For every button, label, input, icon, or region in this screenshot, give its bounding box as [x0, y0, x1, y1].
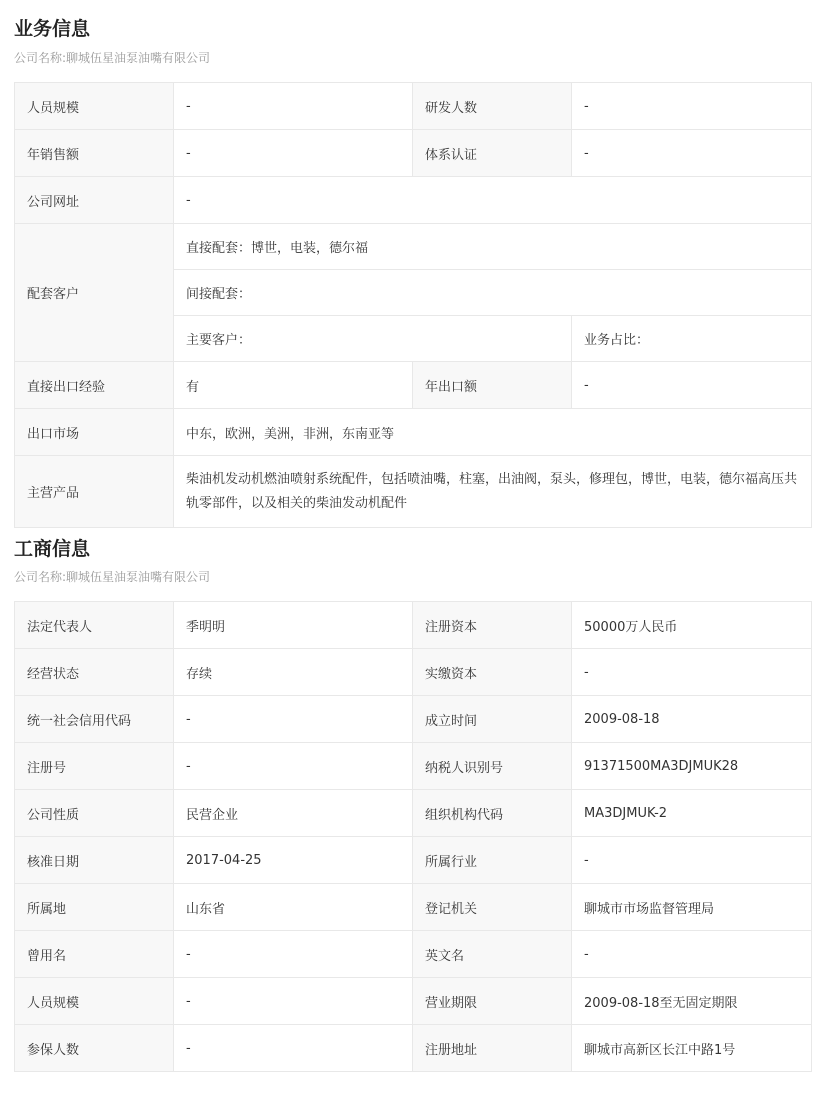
website-label: 公司网址	[15, 177, 174, 224]
main-products-label: 主营产品	[15, 456, 174, 528]
annual-export-value: -	[572, 362, 812, 409]
row-value: -	[572, 837, 812, 884]
row-label: 经营状态	[15, 649, 174, 696]
row-label: 曾用名	[15, 931, 174, 978]
rd-count-value: -	[572, 83, 812, 130]
row-label: 组织机构代码	[413, 790, 572, 837]
table-row	[15, 743, 812, 790]
row-label: 参保人数	[15, 1025, 174, 1072]
row-value: 2017-04-25	[174, 837, 413, 884]
row-label: 纳税人识别号	[413, 743, 572, 790]
table-row	[15, 177, 812, 224]
indirect-supporting-value: 间接配套：	[174, 270, 812, 316]
table-row	[15, 362, 812, 409]
table-row	[15, 602, 812, 649]
row-value: -	[174, 978, 413, 1025]
table-row	[15, 978, 812, 1025]
commerce-info-table	[14, 601, 812, 1072]
row-value: 季明明	[174, 602, 413, 649]
row-value: 民营企业	[174, 790, 413, 837]
business-section-title: 业务信息	[14, 18, 91, 40]
certification-label: 体系认证	[413, 130, 572, 177]
table-row	[15, 649, 812, 696]
table-row	[15, 790, 812, 837]
row-value: 91371500MA3DJMUK28	[572, 743, 812, 790]
row-value: 存续	[174, 649, 413, 696]
commerce-section-title: 工商信息	[14, 538, 91, 560]
row-label: 注册地址	[413, 1025, 572, 1072]
row-label: 法定代表人	[15, 602, 174, 649]
row-label: 所属行业	[413, 837, 572, 884]
row-value: 50000万人民币	[572, 602, 812, 649]
table-row	[15, 224, 812, 270]
table-row	[15, 696, 812, 743]
row-value: -	[572, 649, 812, 696]
row-label: 注册资本	[413, 602, 572, 649]
row-value: -	[174, 1025, 413, 1072]
table-row	[15, 456, 812, 528]
direct-export-label: 直接出口经验	[15, 362, 174, 409]
business-info-table	[14, 82, 812, 528]
direct-supporting-value: 直接配套：博世，电装，德尔福	[174, 224, 812, 270]
row-label: 统一社会信用代码	[15, 696, 174, 743]
row-label: 注册号	[15, 743, 174, 790]
table-row	[15, 409, 812, 456]
table-row	[15, 931, 812, 978]
rd-count-label: 研发人数	[413, 83, 572, 130]
row-value: 山东省	[174, 884, 413, 931]
annual-sales-value: -	[174, 130, 413, 177]
row-label: 所属地	[15, 884, 174, 931]
row-label: 公司性质	[15, 790, 174, 837]
annual-export-label: 年出口额	[413, 362, 572, 409]
row-value: MA3DJMUK-2	[572, 790, 812, 837]
export-market-value: 中东，欧洲，美洲，非洲，东南亚等	[174, 409, 812, 456]
direct-export-value: 有	[174, 362, 413, 409]
table-row	[15, 884, 812, 931]
row-value: 聊城市市场监督管理局	[572, 884, 812, 931]
main-customers-value: 主要客户：	[174, 316, 572, 362]
row-label: 实缴资本	[413, 649, 572, 696]
commerce-company-name: 公司名称:聊城伍星油泵油嘴有限公司	[14, 570, 211, 584]
main-products-value: 柴油机发动机燃油喷射系统配件，包括喷油嘴，柱塞，出油阀，泵头，修理包，博世，电装，德尔福高压共轨零部件，以及相关的柴油发动机配件	[174, 456, 812, 528]
row-value: -	[174, 931, 413, 978]
business-company-name: 公司名称:聊城伍星油泵油嘴有限公司	[14, 51, 211, 65]
staff-scale-value: -	[174, 83, 413, 130]
staff-scale-label: 人员规模	[15, 83, 174, 130]
row-label: 核准日期	[15, 837, 174, 884]
row-label: 英文名	[413, 931, 572, 978]
business-share-value: 业务占比：	[572, 316, 812, 362]
annual-sales-label: 年销售额	[15, 130, 174, 177]
row-value: -	[572, 931, 812, 978]
row-value: 2009-08-18	[572, 696, 812, 743]
table-row	[15, 130, 812, 177]
supporting-customers-label: 配套客户	[15, 224, 174, 362]
row-label: 营业期限	[413, 978, 572, 1025]
row-label: 成立时间	[413, 696, 572, 743]
row-value: 聊城市高新区长江中路1号	[572, 1025, 812, 1072]
row-label: 登记机关	[413, 884, 572, 931]
export-market-label: 出口市场	[15, 409, 174, 456]
row-value: -	[174, 696, 413, 743]
row-label: 人员规模	[15, 978, 174, 1025]
website-value: -	[174, 177, 812, 224]
certification-value: -	[572, 130, 812, 177]
table-row	[15, 83, 812, 130]
table-row	[15, 837, 812, 884]
row-value: -	[174, 743, 413, 790]
row-value: 2009-08-18至无固定期限	[572, 978, 812, 1025]
table-row	[15, 1025, 812, 1072]
